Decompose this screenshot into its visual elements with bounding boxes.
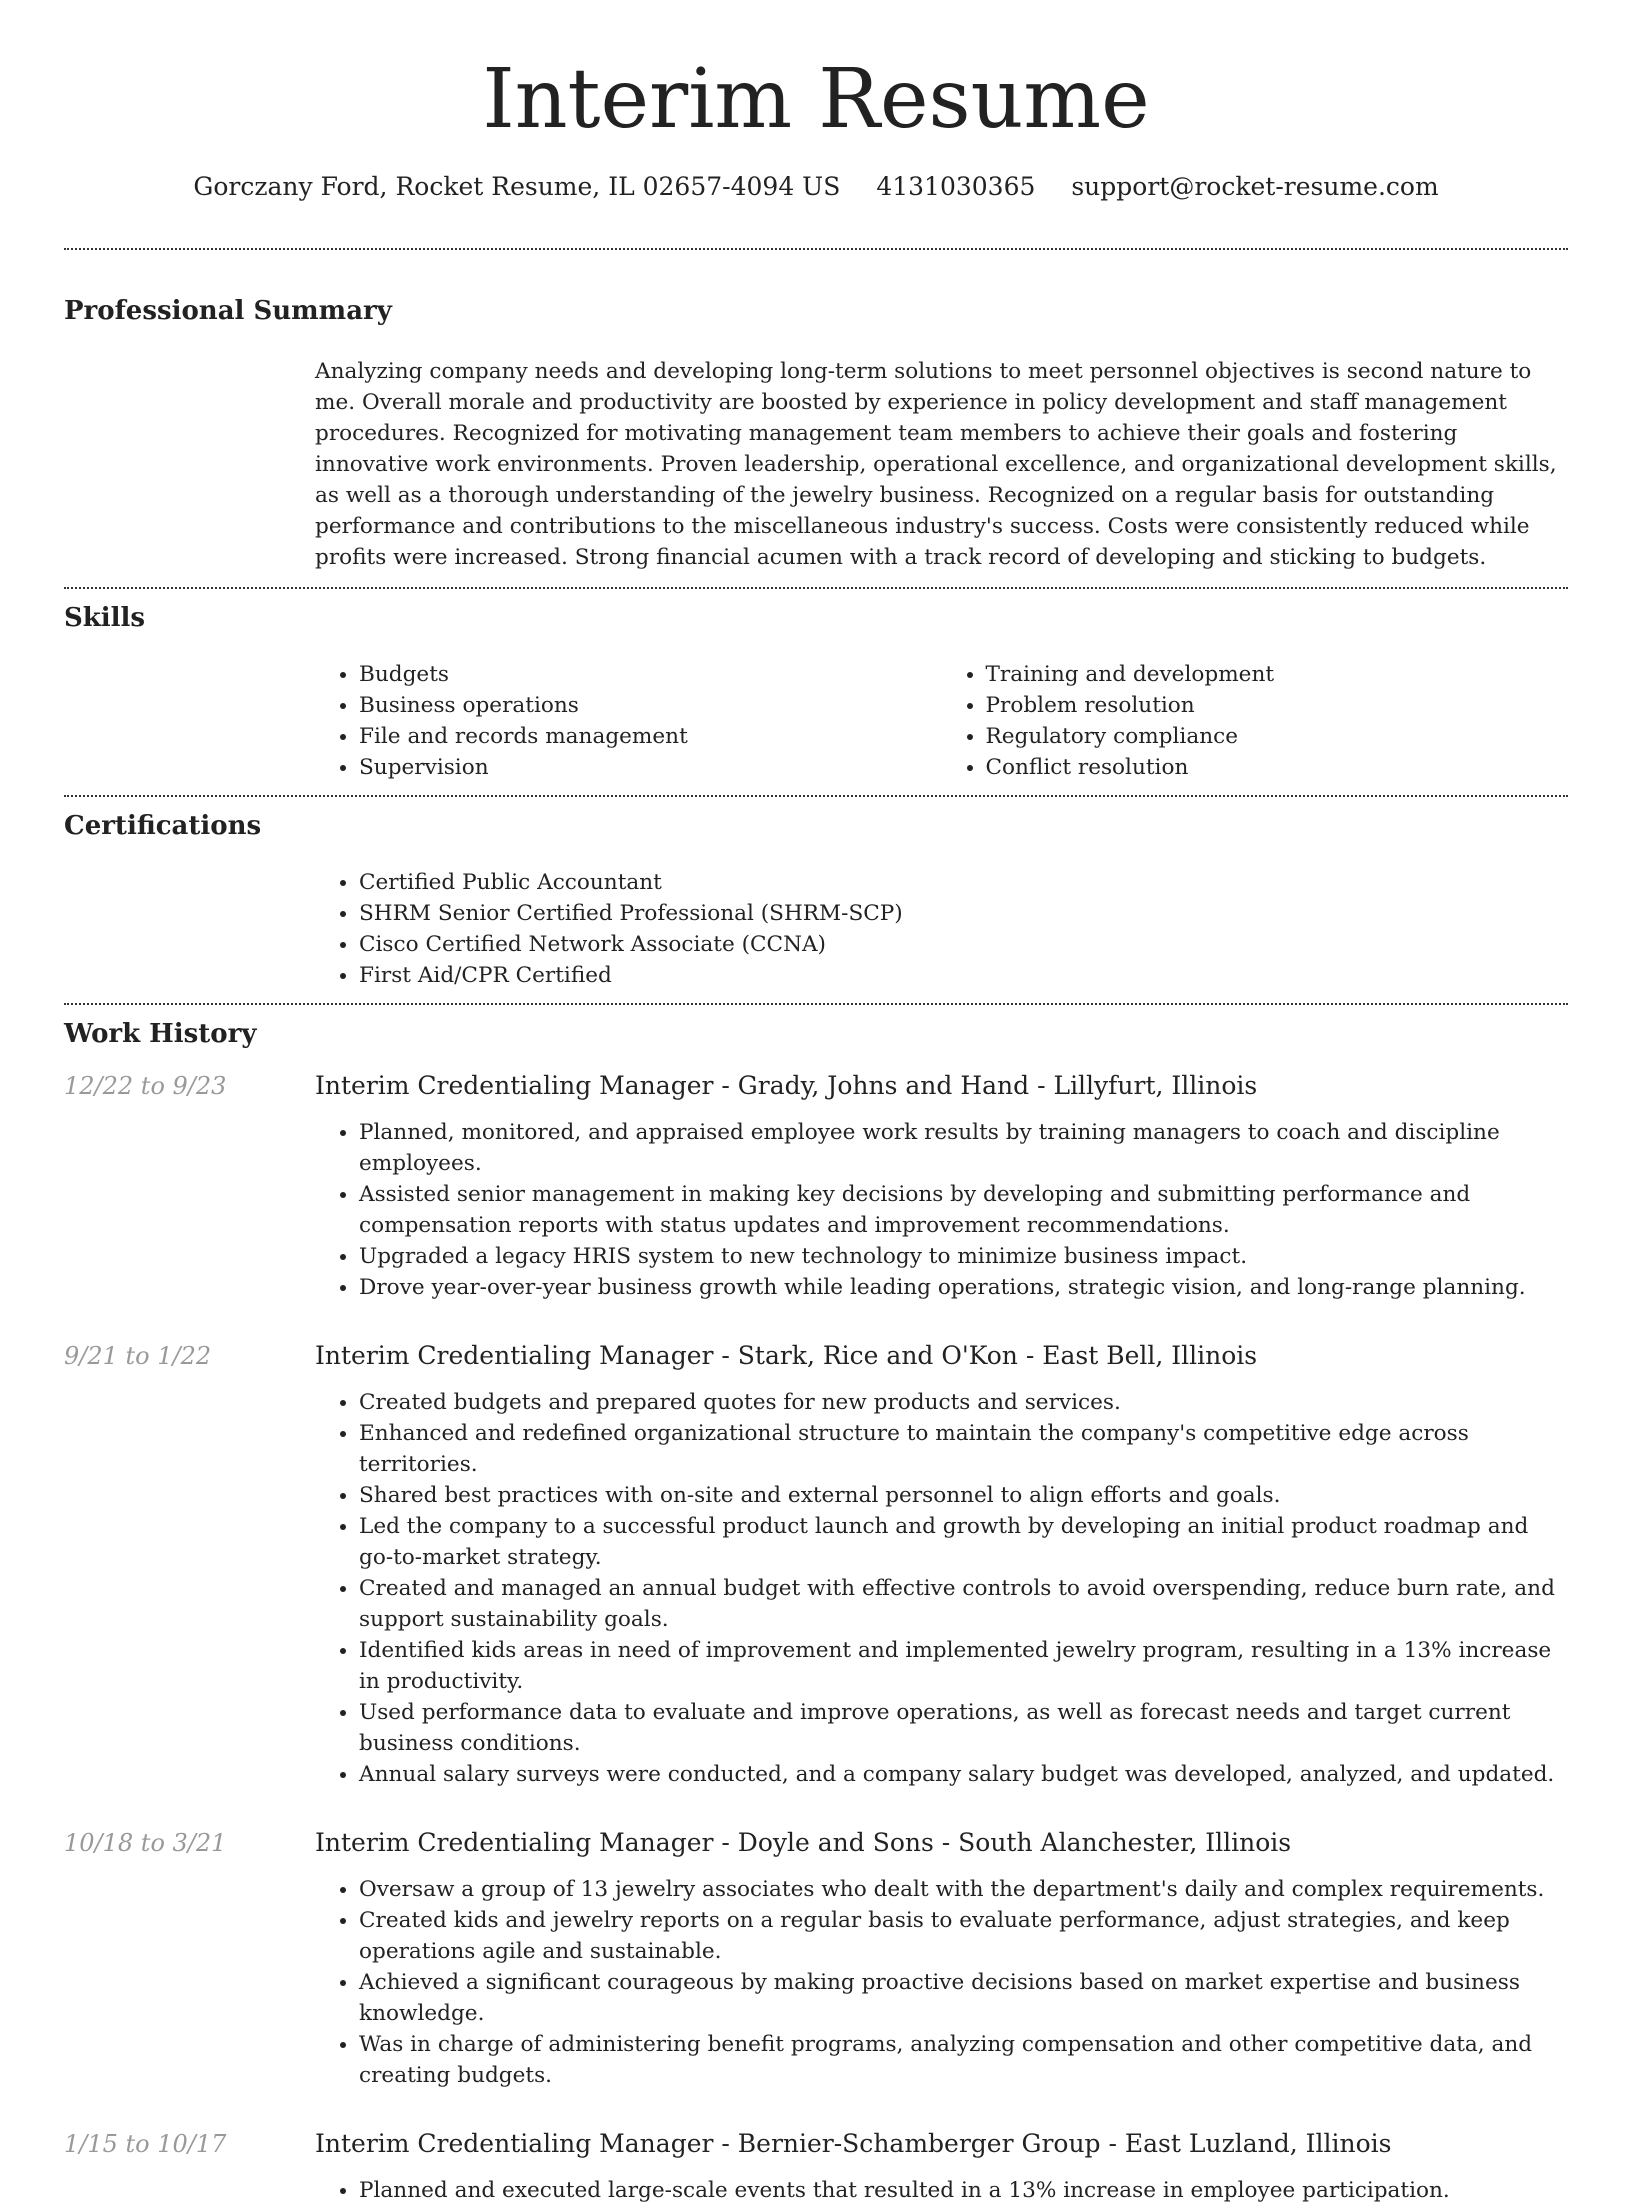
job-entry (64, 1069, 1568, 1303)
certifications-section (64, 797, 1568, 991)
section-title-skills: Skills (64, 603, 146, 633)
list-item: • Cisco Certified Network Associate (CCNA) (359, 929, 1568, 960)
list-item: • First Aid/CPR Certified (359, 960, 1568, 991)
contact-email: support@rocket-resume.com (1071, 172, 1439, 201)
list-item: • Drove year-over-year business growth while leading operations, strategic vision, and long-range planning. (359, 1272, 1568, 1303)
section-title-work-history: Work History (64, 1019, 257, 1049)
list-item: • File and records management (359, 721, 942, 752)
list-item: • Problem resolution (986, 690, 1569, 721)
section-title-certifications: Certifications (64, 811, 262, 841)
job-title: Interim Credentialing Manager - Grady, Johns and Hand - Lillyfurt, Illinois (315, 1071, 1258, 1100)
job-date: 9/21 to 1/22 (64, 1342, 212, 1370)
list-item: • Regulatory compliance (986, 721, 1569, 752)
job-bullet-list (315, 2175, 1568, 2206)
list-item: • SHRM Senior Certified Professional (SHRM-SCP) (359, 898, 1568, 929)
list-item: • Achieved a significant courageous by making proactive decisions based on market expertise and business knowledge. (359, 1967, 1568, 2029)
list-item: • Planned and executed large-scale events that resulted in a 13% increase in employee participation. (359, 2175, 1568, 2206)
list-item: • Business operations (359, 690, 942, 721)
list-item: • Annual salary surveys were conducted, and a company salary budget was developed, analyzed, and updated. (359, 1759, 1568, 1790)
list-item: • Assisted senior management in making key decisions by developing and submitting performance and compensation reports with status updates and improvement recommendations. (359, 1179, 1568, 1241)
job-details (315, 1387, 1568, 1790)
job-entry (64, 1339, 1568, 1790)
list-item: • Oversaw a group of 13 jewelry associates who dealt with the department's daily and complex requirements. (359, 1874, 1568, 1905)
job-entry (64, 2127, 1568, 2206)
list-item: • Upgraded a legacy HRIS system to new technology to minimize business impact. (359, 1241, 1568, 1272)
skills-list-left (315, 659, 942, 783)
skills-grid (315, 659, 1568, 783)
job-title: Interim Credentialing Manager - Stark, Rice and O'Kon - East Bell, Illinois (315, 1341, 1258, 1370)
job-bullet-list (315, 1874, 1568, 2091)
list-item: • Supervision (359, 752, 942, 783)
list-item: • Training and development (986, 659, 1569, 690)
list-item: • Used performance data to evaluate and improve operations, as well as forecast needs and target current business conditions. (359, 1697, 1568, 1759)
job-details (315, 2175, 1568, 2206)
list-item: • Budgets (359, 659, 942, 690)
section-title-summary: Professional Summary (64, 296, 392, 326)
resume-title: Interim Resume (482, 52, 1150, 147)
job-date: 10/18 to 3/21 (64, 1829, 227, 1857)
list-item: • Created and managed an annual budget with effective controls to avoid overspending, reduce burn rate, and support sustainability goals. (359, 1573, 1568, 1635)
certifications-list (315, 867, 1568, 991)
job-title: Interim Credentialing Manager - Doyle and Sons - South Alanchester, Illinois (315, 1828, 1292, 1857)
summary-section (64, 250, 1568, 573)
job-details (315, 1117, 1568, 1303)
list-item: • Enhanced and redefined organizational structure to maintain the company's competitive edge across territories. (359, 1418, 1568, 1480)
certifications-content (315, 867, 1568, 991)
list-item: • Shared best practices with on-site and external personnel to align efforts and goals. (359, 1480, 1568, 1511)
list-item: • Led the company to a successful product launch and growth by developing an initial product roadmap and go-to-market strategy. (359, 1511, 1568, 1573)
job-date: 1/15 to 10/17 (64, 2130, 227, 2158)
list-item: • Was in charge of administering benefit programs, analyzing compensation and other competitive data, and creating budgets. (359, 2029, 1568, 2091)
job-entry (64, 1826, 1568, 2091)
job-title: Interim Credentialing Manager - Bernier-Schamberger Group - East Luzland, Illinois (315, 2129, 1392, 2158)
skills-section (64, 589, 1568, 783)
work-history-section (64, 1005, 1568, 2206)
summary-text: Analyzing company needs and developing long-term solutions to meet personnel objectives is second nature to me. Overall morale and productivity are boosted by experience in policy development and staff management procedures. Recognized for motivating management team members to achieve their goals and fostering innovative work environments. Proven leadership, operational excellence, and organizational development skills, as well as a thorough understanding of the jewelry business. Recognized on a regular basis for outstanding performance and contributions to the miscellaneous industry's success. Costs were consistently reduced while profits were increased. Strong financial acumen with a track record of developing and sticking to budgets. (315, 359, 1557, 570)
skills-list-right (942, 659, 1569, 783)
job-details (315, 1874, 1568, 2091)
contact-line (64, 170, 1568, 204)
list-item: • Conflict resolution (986, 752, 1569, 783)
job-bullet-list (315, 1387, 1568, 1790)
contact-phone: 4131030365 (876, 172, 1036, 201)
list-item: • Planned, monitored, and appraised employee work results by training managers to coach and discipline employees. (359, 1117, 1568, 1179)
contact-address: Gorczany Ford, Rocket Resume, IL 02657-4094 US (193, 172, 841, 201)
list-item: • Identified kids areas in need of improvement and implemented jewelry program, resulting in a 13% increase in productivity. (359, 1635, 1568, 1697)
job-date: 12/22 to 9/23 (64, 1072, 227, 1100)
job-bullet-list (315, 1117, 1568, 1303)
list-item: • Created budgets and prepared quotes for new products and services. (359, 1387, 1568, 1418)
list-item: • Created kids and jewelry reports on a regular basis to evaluate performance, adjust strategies, and keep operations agile and sustainable. (359, 1905, 1568, 1967)
list-item: • Certified Public Accountant (359, 867, 1568, 898)
